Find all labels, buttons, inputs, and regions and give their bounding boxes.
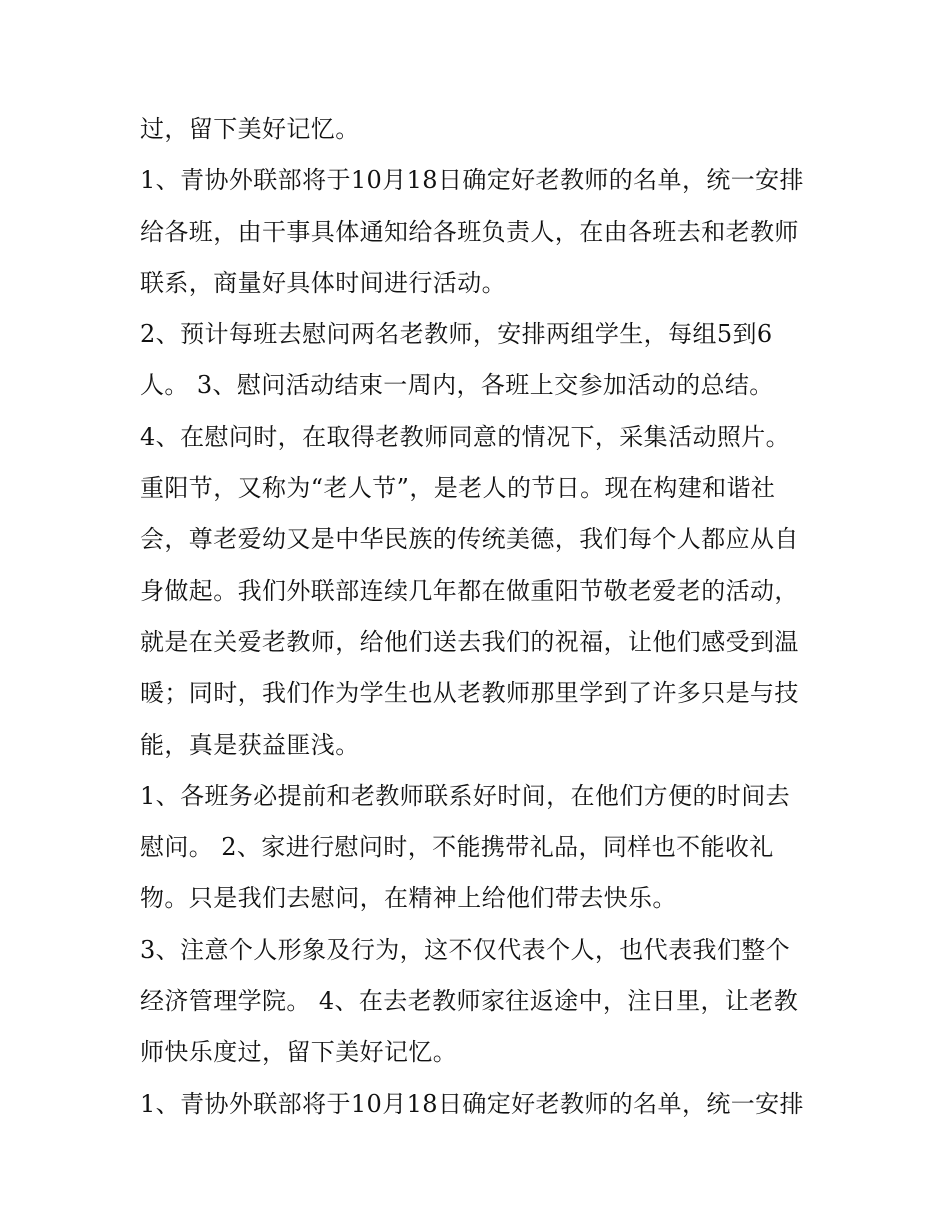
text-line: 重阳节，又称为“老人节”，是老人的节日。现在构建和谐社 [140, 474, 776, 503]
body-text [140, 104, 820, 1130]
text-line: 人。 3、慰问活动结束一周内，各班上交参加活动的总结。 [140, 371, 774, 400]
text-line: 2、预计每班去慰问两名老教师，安排两组学生，每组5到6 [140, 320, 773, 349]
text-line: 物。只是我们去慰问，在精神上给他们带去快乐。 [140, 884, 677, 913]
text-line: 会，尊老爱幼又是中华民族的传统美德，我们每个人都应从自 [140, 525, 799, 554]
text-line: 3、注意个人形象及行为，这不仅代表个人，也代表我们整个 [140, 935, 791, 964]
text-line: 给各班，由干事具体通知给各班负责人，在由各班去和老教师 [140, 217, 799, 246]
text-line: 暖；同时，我们作为学生也从老教师那里学到了许多只是与技 [140, 679, 799, 708]
text-line: 联系，商量好具体时间进行活动。 [140, 268, 506, 297]
text-line: 1、各班务必提前和老教师联系好时间，在他们方便的时间去 [140, 781, 791, 810]
text-line: 1、青协外联部将于10月18日确定好老教师的名单，统一安排 [140, 1089, 804, 1118]
text-line: 师快乐度过，留下美好记忆。 [140, 1038, 458, 1067]
text-line: 1、青协外联部将于10月18日确定好老教师的名单，统一安排 [140, 166, 804, 195]
text-line: 4、在慰问时，在取得老教师同意的情况下，采集活动照片。 [140, 422, 791, 451]
text-line: 能，真是获益匪浅。 [140, 730, 360, 759]
text-line: 身做起。我们外联部连续几年都在做重阳节敬老爱老的活动， [140, 576, 799, 605]
text-line: 过，留下美好记忆。 [140, 115, 360, 143]
text-line: 就是在关爱老教师，给他们送去我们的祝福，让他们感受到温 [140, 627, 799, 656]
text-line: 经济管理学院。 4、在去老教师家往返途中，注日里，让老教 [140, 987, 799, 1016]
text-line: 慰问。 2、家进行慰问时，不能携带礼品，同样也不能收礼 [140, 833, 774, 862]
